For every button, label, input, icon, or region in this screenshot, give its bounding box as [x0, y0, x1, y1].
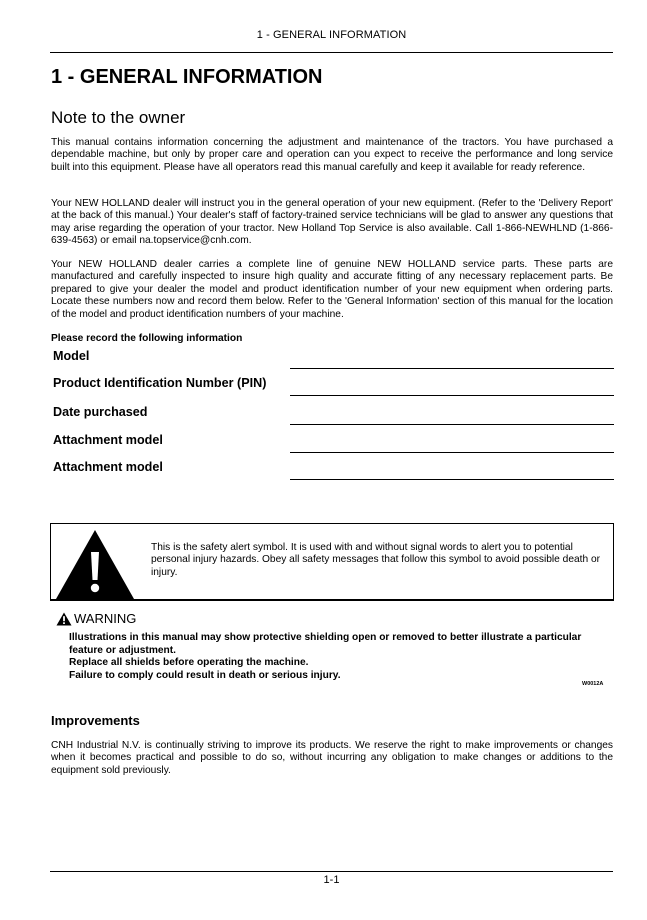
record-field-label: Product Identification Number (PIN) — [53, 376, 267, 390]
record-field-date-purchased — [53, 405, 614, 425]
record-field-label: Attachment model — [53, 433, 163, 447]
chapter-title: 1 - GENERAL INFORMATION — [51, 66, 323, 88]
safety-box-bottom-bar — [50, 599, 614, 601]
warning-body — [69, 632, 597, 682]
section-title-note-to-owner: Note to the owner — [51, 108, 186, 127]
record-field-label: Date purchased — [53, 405, 148, 419]
record-field-pin — [53, 376, 614, 396]
parts-paragraph: Your NEW HOLLAND dealer carries a complete line of genuine NEW HOLLAND service parts. These parts are manufactured and carefully inspected to insure high quality and accurate fitting of any necessary replacement parts. Be prepared to give your dealer the model and product identification number of your new equipment when ordering parts. Locate these numbers now and record them below. Refer to the 'General Information' section of this manual for the location of the model and product identification numbers of your machine. — [51, 259, 613, 320]
safety-alert-text: This is the safety alert symbol. It is used with and without signal words to alert you to potential personal injury hazards. Obey all safety messages that follow this symbol to avoid possible death or injury. — [151, 542, 601, 578]
record-field-attachment-model-1 — [53, 433, 614, 453]
record-field-blank-line — [290, 479, 614, 480]
safety-alert-triangle-icon — [54, 528, 136, 600]
record-field-model — [53, 349, 614, 369]
record-field-blank-line — [290, 424, 614, 425]
record-field-label: Model — [53, 349, 90, 363]
warning-line: Illustrations in this manual may show protective shielding open or removed to better illustrate a particular feature or adjustment. — [69, 632, 582, 656]
running-header: 1 - GENERAL INFORMATION — [256, 29, 407, 41]
page-number: 1-1 — [323, 874, 340, 886]
section-title-improvements: Improvements — [51, 713, 140, 728]
record-field-attachment-model-2 — [53, 460, 614, 480]
warning-label: WARNING — [74, 611, 137, 626]
dealer-paragraph: Your NEW HOLLAND dealer will instruct you in the general operation of your new equipment. (Refer to the 'Delivery Report' at the back of this manual.) Your dealer's staff of factory-trained service technicians will be glad to answer any questions that may arise regarding the operation of your tractor. New Holland Top Service is also available. Call 1-866-NEWHLND (1-866-639-4563) or email na.topservice@cnh.com. — [51, 198, 613, 247]
improvements-paragraph: CNH Industrial N.V. is continually striving to improve its products. We reserve the right to make improvements or changes when it becomes practical and possible to do so, without incurring any obligation to make changes or additions to the equipment sold previously. — [51, 740, 613, 776]
header-rule — [50, 52, 613, 53]
record-field-blank-line — [290, 368, 614, 369]
intro-paragraph: This manual contains information concerning the adjustment and maintenance of the tractors. You have purchased a dependable machine, but only by proper care and operation can you expect to receive the performance and long service built into this equipment. Please have all operators read this manual carefully and keep it available for ready reference. — [51, 137, 613, 173]
safety-alert-box — [50, 523, 614, 600]
record-heading: Please record the following information — [51, 333, 243, 344]
record-field-blank-line — [290, 395, 614, 396]
warning-line: Failure to comply could result in death or serious injury. — [69, 669, 341, 681]
footer-rule — [50, 871, 613, 872]
warning-triangle-icon — [56, 612, 72, 626]
warning-code: W0012A — [582, 681, 604, 687]
record-field-blank-line — [290, 452, 614, 453]
warning-line: Replace all shields before operating the machine. — [69, 657, 309, 669]
record-field-label: Attachment model — [53, 460, 163, 474]
